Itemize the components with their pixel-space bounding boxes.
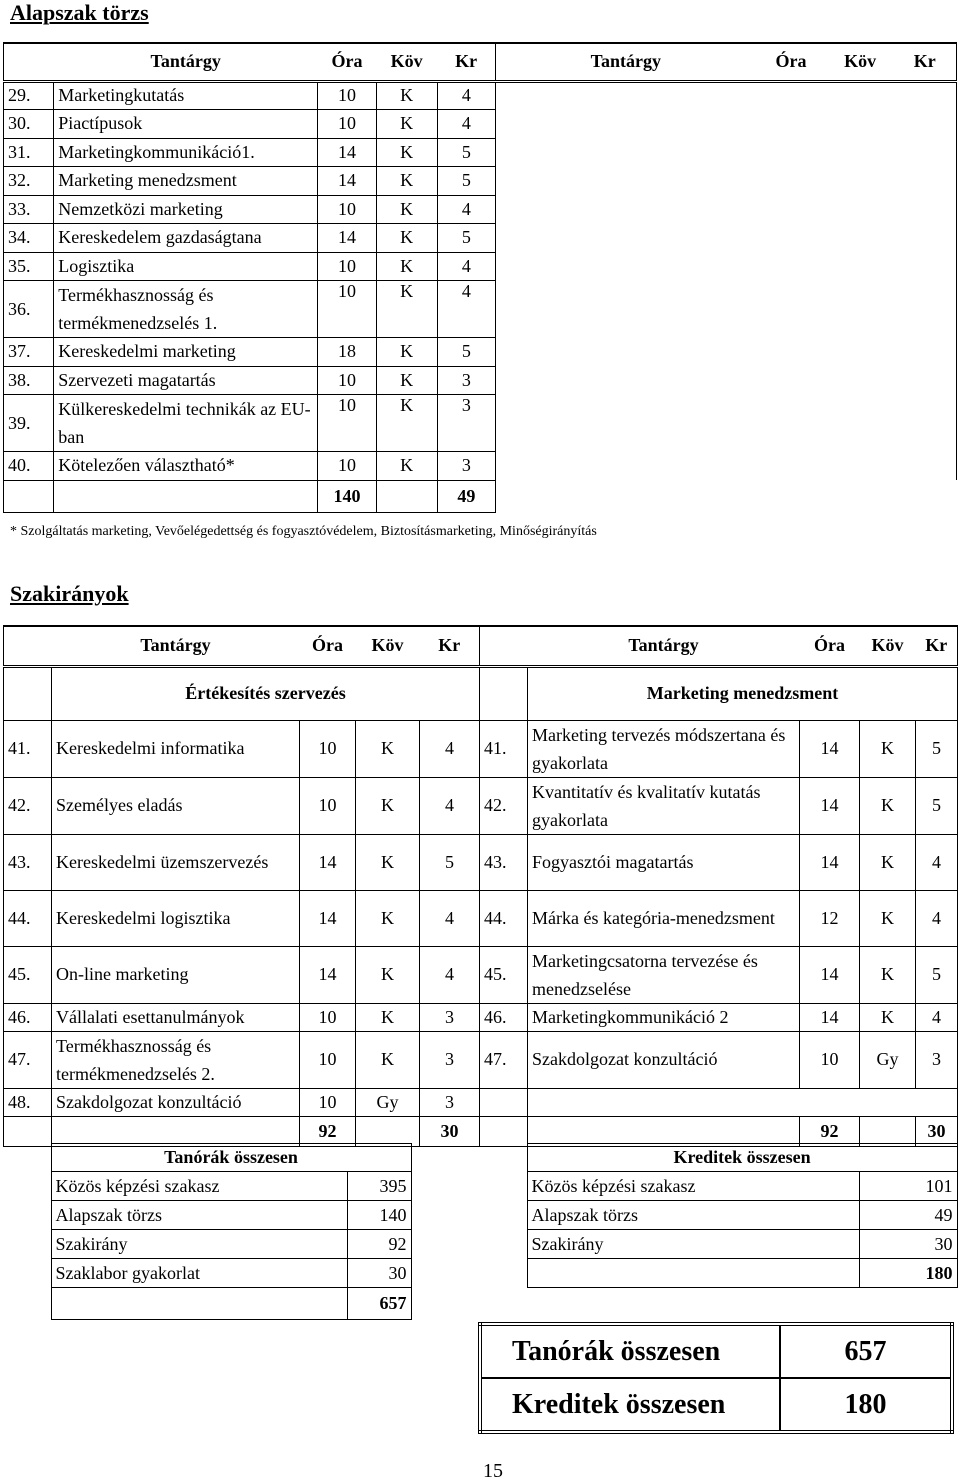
empty-cell <box>356 1116 420 1146</box>
empty-cell <box>496 281 756 338</box>
course-name: Kvantitatív és kvalitatív kutatás gyakorlata <box>528 777 800 834</box>
table-header-row <box>4 626 958 666</box>
course-name: Kereskedelem gazdaságtana <box>54 224 318 253</box>
empty-cell <box>894 167 957 196</box>
course-hours: 10 <box>300 1003 356 1031</box>
course-credits: 4 <box>437 281 496 338</box>
course-credits: 4 <box>420 777 480 834</box>
course-name: Logisztika <box>54 252 318 281</box>
row-number: 33. <box>4 195 54 224</box>
table-row <box>4 834 958 890</box>
course-credits: 4 <box>437 110 496 139</box>
course-hours: 10 <box>318 366 377 395</box>
course-requirement: K <box>860 1003 916 1031</box>
table-row <box>4 195 957 224</box>
empty-cell <box>827 395 894 452</box>
course-credits: 3 <box>916 1031 958 1088</box>
tanorak-summary-title: Tanórák összesen <box>51 1144 411 1172</box>
kreditek-total: 180 <box>859 1259 957 1288</box>
summary-label: Közös képzési szakasz <box>51 1172 347 1201</box>
empty-cell <box>755 167 826 196</box>
row-number: 34. <box>4 224 54 253</box>
row-number: 44. <box>480 890 528 946</box>
course-credits: 3 <box>420 1088 480 1116</box>
empty-cell <box>755 281 826 338</box>
empty-cell <box>755 338 826 367</box>
empty-cell <box>894 281 957 338</box>
course-name: Szakdolgozat konzultáció <box>52 1088 300 1116</box>
course-hours: 12 <box>800 890 860 946</box>
course-credits: 5 <box>916 777 958 834</box>
course-hours: 10 <box>300 1088 356 1116</box>
summary-value: 92 <box>347 1230 411 1259</box>
summary-value: 140 <box>347 1201 411 1230</box>
course-hours: 14 <box>800 834 860 890</box>
empty-cell <box>827 366 894 395</box>
col-header-tantargy-2: Tantárgy <box>496 43 756 81</box>
course-hours: 14 <box>800 777 860 834</box>
empty-cell <box>3 1172 51 1201</box>
course-hours: 18 <box>318 338 377 367</box>
empty-cell <box>479 1259 527 1288</box>
col-header-kov: Köv <box>376 43 437 81</box>
course-requirement: K <box>356 890 420 946</box>
total-row <box>4 1116 958 1146</box>
empty-cell <box>755 252 826 281</box>
empty-cell <box>496 452 756 481</box>
course-credits: 4 <box>437 195 496 224</box>
szakirany-left-title: Értékesítés szervezés <box>52 666 480 720</box>
big-summary-row <box>480 1324 952 1378</box>
table-header-row <box>4 43 957 81</box>
course-name: Kereskedelmi üzemszervezés <box>52 834 300 890</box>
course-hours: 10 <box>318 395 377 452</box>
empty-cell <box>496 366 756 395</box>
total-credits: 30 <box>420 1116 480 1146</box>
course-credits: 5 <box>437 167 496 196</box>
empty-cell <box>827 338 894 367</box>
summary-label: Szakirány <box>527 1230 859 1259</box>
summary-label: Alapszak törzs <box>51 1201 347 1230</box>
course-hours: 10 <box>318 110 377 139</box>
empty-cell <box>480 1116 528 1146</box>
empty-cell <box>496 138 756 167</box>
empty-cell <box>894 138 957 167</box>
course-requirement: K <box>376 224 437 253</box>
course-requirement: K <box>376 338 437 367</box>
empty-cell <box>4 1116 52 1146</box>
course-hours: 14 <box>318 167 377 196</box>
col-header-ora-2: Óra <box>755 43 826 81</box>
course-credits: 5 <box>437 138 496 167</box>
row-number: 43. <box>480 834 528 890</box>
total-credits: 30 <box>916 1116 958 1146</box>
course-hours: 10 <box>318 195 377 224</box>
course-requirement: K <box>376 110 437 139</box>
col-header-kov: Köv <box>356 626 420 666</box>
summary-row <box>3 1201 957 1230</box>
table-row <box>4 1088 958 1116</box>
row-number: 43. <box>4 834 52 890</box>
row-number: 46. <box>480 1003 528 1031</box>
course-name: Márka és kategória-menedzsment <box>528 890 800 946</box>
empty-cell <box>411 1172 479 1201</box>
empty-cell <box>527 1259 859 1288</box>
empty-cell <box>755 366 826 395</box>
empty-cell <box>479 1201 527 1230</box>
empty-cell <box>827 110 894 139</box>
table-row <box>4 452 957 481</box>
row-number: 37. <box>4 338 54 367</box>
empty-cell <box>894 252 957 281</box>
course-credits: 4 <box>916 1003 958 1031</box>
course-name: Kereskedelmi informatika <box>52 720 300 777</box>
big-summary-label: Kreditek összesen <box>480 1378 780 1432</box>
course-name: Nemzetközi marketing <box>54 195 318 224</box>
row-number: 47. <box>480 1031 528 1088</box>
total-credits: 49 <box>437 480 496 512</box>
page-number: 15 <box>483 1460 503 1482</box>
empty-cell <box>827 81 894 110</box>
course-credits: 3 <box>420 1003 480 1031</box>
szakirany-right-title: Marketing menedzsment <box>528 666 958 720</box>
col-header-kov-2: Köv <box>827 43 894 81</box>
row-number: 45. <box>4 946 52 1003</box>
course-hours: 10 <box>318 252 377 281</box>
course-credits: 5 <box>916 946 958 1003</box>
empty-cell <box>496 110 756 139</box>
course-requirement: K <box>860 946 916 1003</box>
col-header-tantargy-2: Tantárgy <box>528 626 800 666</box>
course-credits: 5 <box>420 834 480 890</box>
empty-cell <box>480 1088 528 1116</box>
empty-cell <box>827 195 894 224</box>
row-number: 32. <box>4 167 54 196</box>
course-name: Marketingkutatás <box>54 81 318 110</box>
empty-cell <box>496 252 756 281</box>
empty-cell <box>894 452 957 481</box>
big-summary-row <box>480 1378 952 1432</box>
course-requirement: K <box>376 167 437 196</box>
course-hours: 10 <box>800 1031 860 1088</box>
row-number: 29. <box>4 81 54 110</box>
course-name: Vállalati esettanulmányok <box>52 1003 300 1031</box>
course-hours: 14 <box>800 1003 860 1031</box>
course-credits: 4 <box>437 81 496 110</box>
summary-label: Szakirány <box>51 1230 347 1259</box>
course-name: Személyes eladás <box>52 777 300 834</box>
row-number: 35. <box>4 252 54 281</box>
course-name: Termékhasznosság és termékmenedzselés 1. <box>54 281 318 338</box>
big-summary-value: 180 <box>780 1378 952 1432</box>
row-number: 47. <box>4 1031 52 1088</box>
course-requirement: K <box>356 1003 420 1031</box>
tanorak-total: 657 <box>347 1288 411 1320</box>
empty-cell <box>411 1259 479 1288</box>
course-credits: 4 <box>420 890 480 946</box>
empty-cell <box>755 224 826 253</box>
col-header-ora: Óra <box>318 43 377 81</box>
col-header-kr: Kr <box>437 43 496 81</box>
total-hours: 92 <box>800 1116 860 1146</box>
empty-cell <box>894 395 957 452</box>
course-hours: 10 <box>318 81 377 110</box>
course-requirement: K <box>376 281 437 338</box>
course-credits: 5 <box>437 338 496 367</box>
course-hours: 14 <box>800 720 860 777</box>
table-row <box>4 1003 958 1031</box>
table-row <box>4 167 957 196</box>
row-number: 44. <box>4 890 52 946</box>
alapszak-table <box>3 42 957 513</box>
empty-cell <box>827 252 894 281</box>
table-row <box>4 720 958 777</box>
empty-cell <box>51 1288 347 1320</box>
table-row <box>4 1031 958 1088</box>
empty-cell <box>894 338 957 367</box>
summary-value: 395 <box>347 1172 411 1201</box>
table-row <box>4 338 957 367</box>
table-row <box>4 366 957 395</box>
row-number: 36. <box>4 281 54 338</box>
row-number: 31. <box>4 138 54 167</box>
course-credits: 3 <box>437 395 496 452</box>
empty-cell <box>3 1201 51 1230</box>
row-number: 45. <box>480 946 528 1003</box>
row-number: 46. <box>4 1003 52 1031</box>
empty-cell <box>376 480 437 512</box>
footnote: * Szolgáltatás marketing, Vevőelégedettség és fogyasztóvédelem, Biztosításmarketing, Minőségirányítás <box>10 524 597 539</box>
summary-row <box>3 1259 957 1288</box>
course-hours: 10 <box>318 281 377 338</box>
empty-cell <box>528 1116 800 1146</box>
course-name: Szakdolgozat konzultáció <box>528 1031 800 1088</box>
table-row <box>4 890 958 946</box>
course-requirement: Gy <box>860 1031 916 1088</box>
course-hours: 10 <box>318 452 377 481</box>
course-requirement: K <box>860 720 916 777</box>
row-number: 38. <box>4 366 54 395</box>
big-summary-table <box>478 1322 954 1434</box>
course-credits: 4 <box>420 720 480 777</box>
empty-cell <box>827 138 894 167</box>
course-name: Marketingkommunikáció1. <box>54 138 318 167</box>
row-number: 30. <box>4 110 54 139</box>
course-credits: 4 <box>437 252 496 281</box>
empty-cell <box>894 81 957 110</box>
summary-value: 30 <box>859 1230 957 1259</box>
col-header-ora-2: Óra <box>800 626 860 666</box>
course-name: Kereskedelmi logisztika <box>52 890 300 946</box>
table-row <box>4 81 957 110</box>
summary-label: Alapszak törzs <box>527 1201 859 1230</box>
course-requirement: K <box>860 834 916 890</box>
section-title-alapszak: Alapszak törzs <box>10 0 149 25</box>
summary-value: 101 <box>859 1172 957 1201</box>
empty-cell <box>894 366 957 395</box>
summary-label: Szaklabor gyakorlat <box>51 1259 347 1288</box>
course-name: On-line marketing <box>52 946 300 1003</box>
col-header-kr: Kr <box>420 626 480 666</box>
course-name: Marketingkommunikáció 2 <box>528 1003 800 1031</box>
empty-cell <box>496 395 756 452</box>
course-name: Kereskedelmi marketing <box>54 338 318 367</box>
col-header-kov-2: Köv <box>860 626 916 666</box>
empty-cell <box>894 195 957 224</box>
summary-value: 49 <box>859 1201 957 1230</box>
table-row <box>4 281 957 338</box>
section-title-szakiranyok: Szakirányok <box>10 581 129 606</box>
empty-cell <box>52 1116 300 1146</box>
course-hours: 14 <box>300 890 356 946</box>
empty-cell <box>755 110 826 139</box>
course-hours: 10 <box>300 777 356 834</box>
empty-cell <box>827 224 894 253</box>
empty-cell <box>4 480 54 512</box>
empty-cell <box>894 110 957 139</box>
course-credits: 3 <box>420 1031 480 1088</box>
course-name: Marketing menedzsment <box>54 167 318 196</box>
course-hours: 14 <box>318 224 377 253</box>
table-row <box>4 252 957 281</box>
big-summary-label: Tanórák összesen <box>480 1324 780 1378</box>
empty-cell <box>755 138 826 167</box>
empty-cell <box>411 1201 479 1230</box>
empty-cell <box>528 1088 958 1116</box>
course-hours: 14 <box>300 834 356 890</box>
table-row <box>4 224 957 253</box>
course-requirement: K <box>356 834 420 890</box>
empty-cell <box>827 167 894 196</box>
row-number: 42. <box>4 777 52 834</box>
empty-cell <box>860 1116 916 1146</box>
empty-cell <box>755 81 826 110</box>
total-row <box>4 480 957 512</box>
empty-cell <box>496 224 756 253</box>
empty-cell <box>827 452 894 481</box>
course-credits: 4 <box>916 834 958 890</box>
empty-cell <box>496 195 756 224</box>
empty-cell <box>3 1259 51 1288</box>
course-requirement: K <box>376 195 437 224</box>
empty-cell <box>755 195 826 224</box>
summary-row <box>3 1172 957 1201</box>
course-requirement: K <box>376 452 437 481</box>
summary-value: 30 <box>347 1259 411 1288</box>
table-row <box>4 138 957 167</box>
col-header-kr-2: Kr <box>916 626 958 666</box>
course-credits: 5 <box>437 224 496 253</box>
row-number: 48. <box>4 1088 52 1116</box>
empty-cell <box>755 452 826 481</box>
szakiranyok-table <box>3 625 958 1147</box>
course-requirement: K <box>356 720 420 777</box>
empty-cell <box>3 1288 51 1320</box>
col-header-tantargy: Tantárgy <box>52 626 300 666</box>
empty-cell <box>827 281 894 338</box>
summary-row <box>3 1230 957 1259</box>
empty-cell <box>496 81 756 110</box>
big-summary-value: 657 <box>780 1324 952 1378</box>
empty-cell <box>411 1230 479 1259</box>
course-requirement: Gy <box>356 1088 420 1116</box>
course-name: Külkereskedelmi technikák az EU-ban <box>54 395 318 452</box>
course-requirement: K <box>356 1031 420 1088</box>
empty-cell <box>496 338 756 367</box>
course-requirement: K <box>376 81 437 110</box>
course-hours: 14 <box>800 946 860 1003</box>
row-number: 42. <box>480 777 528 834</box>
course-name: Fogyasztói magatartás <box>528 834 800 890</box>
col-header-ora: Óra <box>300 626 356 666</box>
course-hours: 14 <box>318 138 377 167</box>
course-name: Kötelezően választható* <box>54 452 318 481</box>
total-hours: 92 <box>300 1116 356 1146</box>
course-requirement: K <box>356 777 420 834</box>
course-credits: 4 <box>916 890 958 946</box>
course-credits: 4 <box>420 946 480 1003</box>
course-hours: 10 <box>300 1031 356 1088</box>
course-name: Marketingcsatorna tervezése és menedzselése <box>528 946 800 1003</box>
table-row <box>4 777 958 834</box>
col-header-tantargy: Tantárgy <box>54 43 318 81</box>
course-name: Piactípusok <box>54 110 318 139</box>
empty-cell <box>894 224 957 253</box>
course-requirement: K <box>376 395 437 452</box>
total-hours: 140 <box>318 480 377 512</box>
course-requirement: K <box>376 252 437 281</box>
col-header-kr-2: Kr <box>894 43 957 81</box>
course-name: Termékhasznosság és termékmenedzselés 2. <box>52 1031 300 1088</box>
row-number: 41. <box>480 720 528 777</box>
course-requirement: K <box>860 890 916 946</box>
course-requirement: K <box>376 366 437 395</box>
course-hours: 14 <box>300 946 356 1003</box>
empty-cell <box>3 1230 51 1259</box>
empty-cell <box>54 480 318 512</box>
row-number: 41. <box>4 720 52 777</box>
table-row <box>4 110 957 139</box>
empty-cell <box>755 395 826 452</box>
course-credits: 3 <box>437 452 496 481</box>
course-requirement: K <box>376 138 437 167</box>
summary-table <box>3 1143 958 1320</box>
course-credits: 5 <box>916 720 958 777</box>
course-name: Marketing tervezés módszertana és gyakorlata <box>528 720 800 777</box>
course-requirement: K <box>356 946 420 1003</box>
empty-cell <box>496 167 756 196</box>
row-number: 39. <box>4 395 54 452</box>
table-row <box>4 395 957 452</box>
table-row <box>4 946 958 1003</box>
empty-cell <box>479 1172 527 1201</box>
kreditek-summary-title: Kreditek összesen <box>527 1144 957 1172</box>
summary-total-row <box>3 1288 957 1320</box>
course-requirement: K <box>860 777 916 834</box>
summary-label: Közös képzési szakasz <box>527 1172 859 1201</box>
course-credits: 3 <box>437 366 496 395</box>
empty-cell <box>479 1230 527 1259</box>
course-name: Szervezeti magatartás <box>54 366 318 395</box>
course-hours: 10 <box>300 720 356 777</box>
row-number: 40. <box>4 452 54 481</box>
